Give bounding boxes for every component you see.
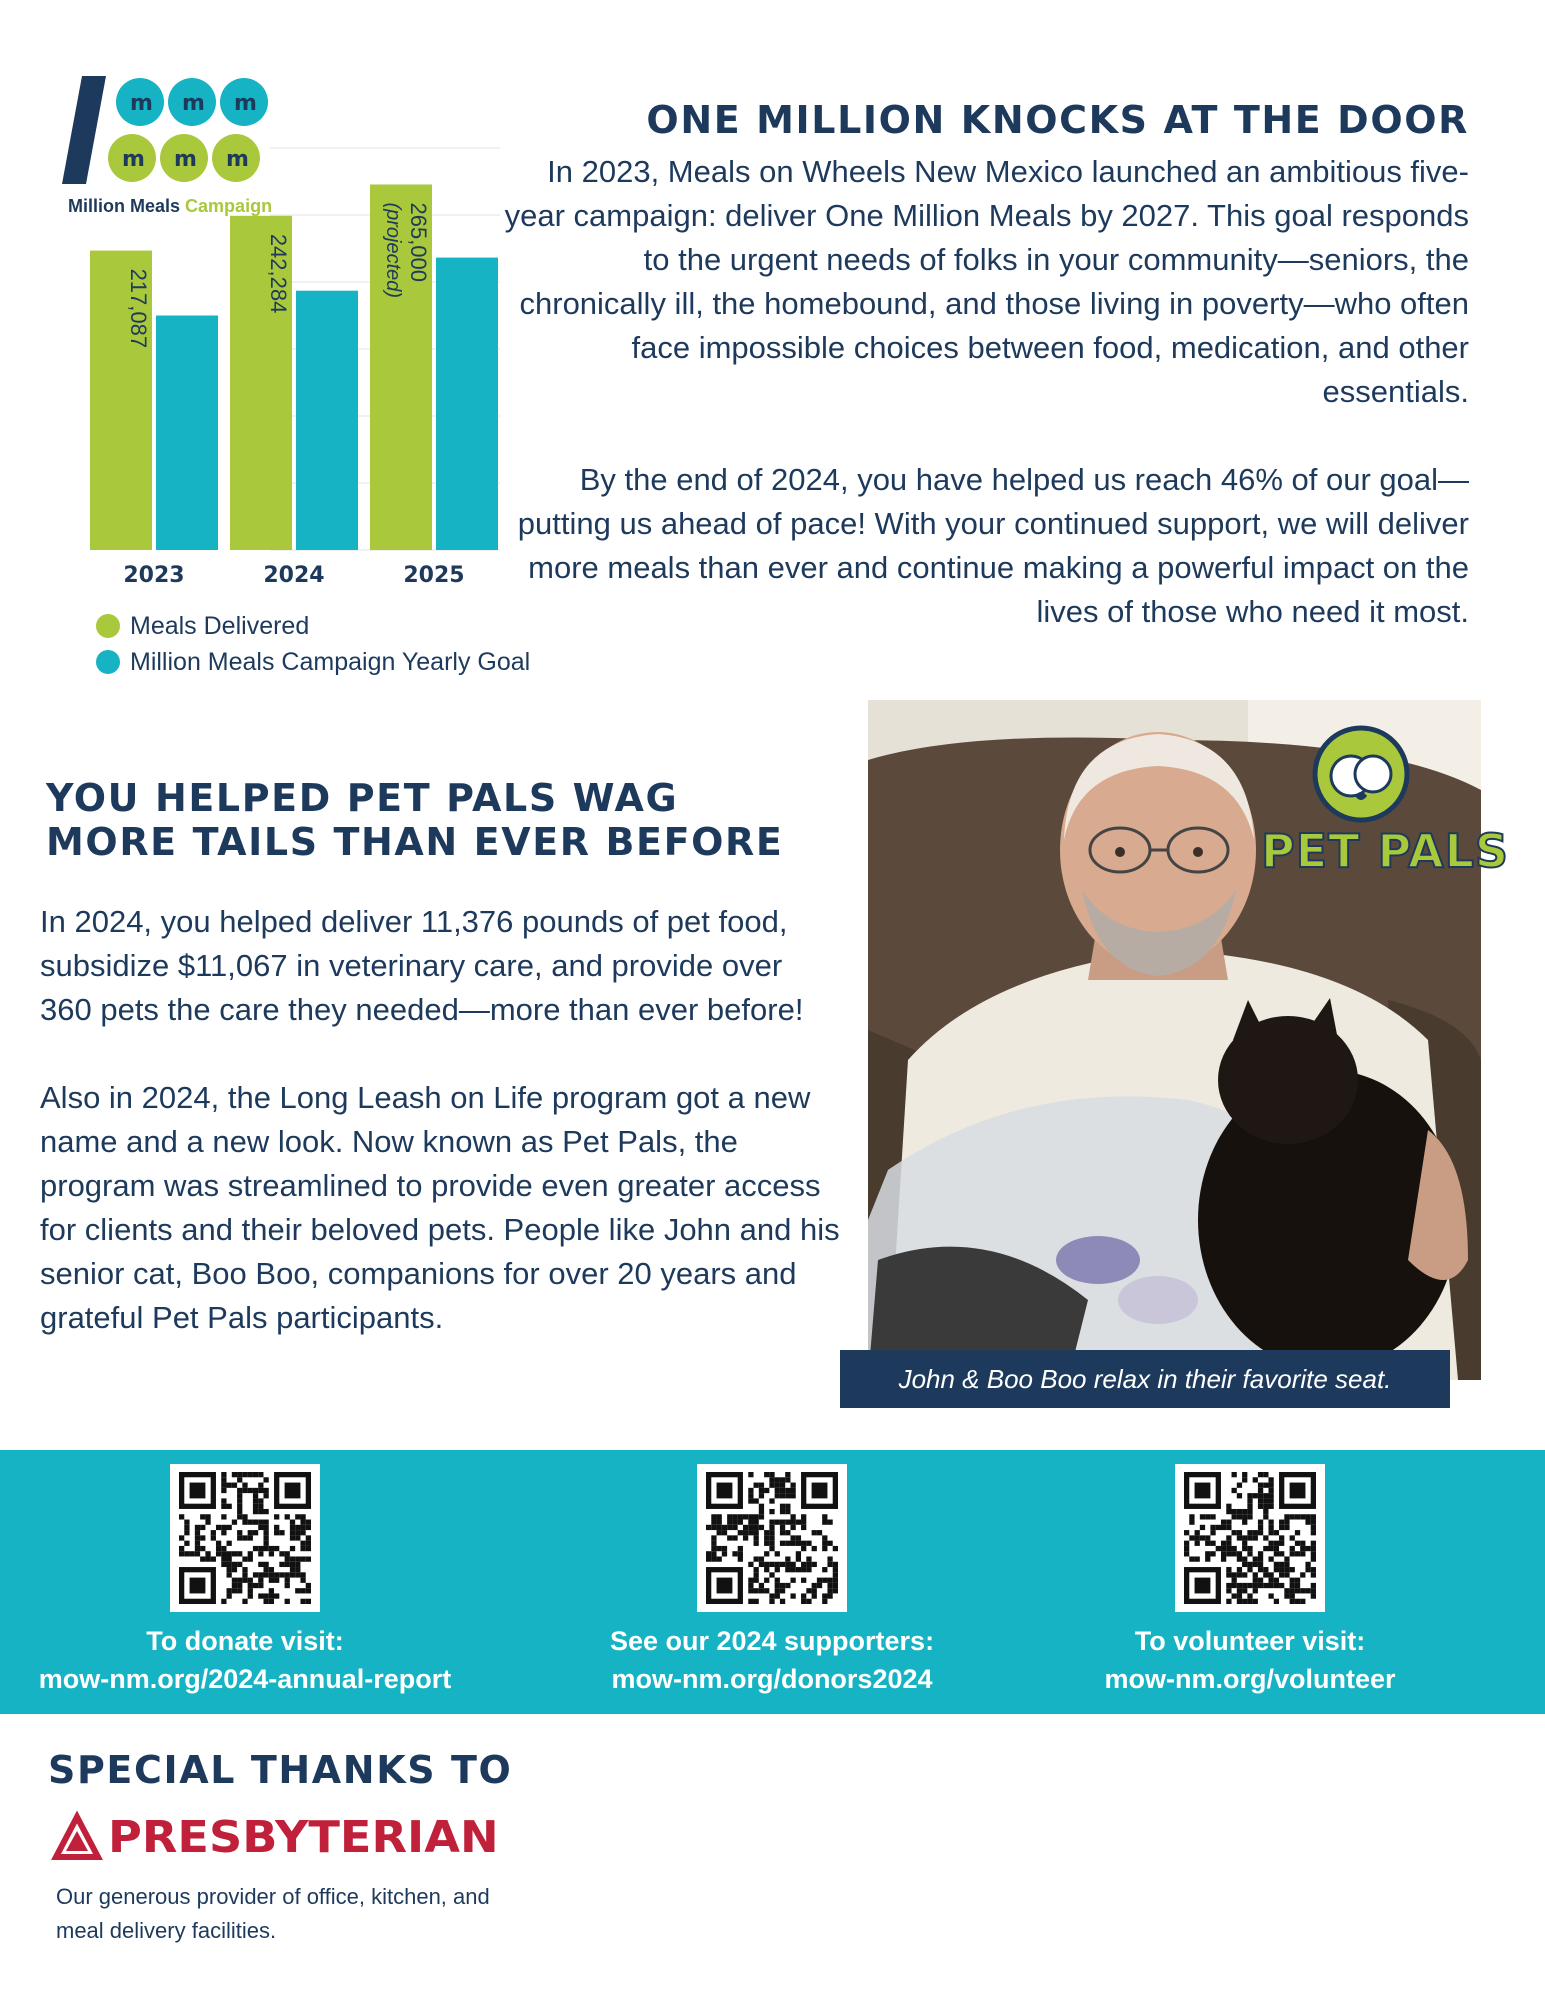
qr-band xyxy=(0,1450,1545,1714)
svg-text:m: m xyxy=(130,91,153,116)
qr-label xyxy=(5,1622,485,1698)
chart-svg xyxy=(60,140,510,590)
pet-pals-text xyxy=(40,900,840,1340)
legend-item-yearly-goal xyxy=(96,644,530,680)
svg-text:m: m xyxy=(226,147,249,172)
photo-caption: John & Boo Boo relax in their favorite seat. xyxy=(840,1350,1450,1408)
legend-label: Meals Delivered xyxy=(130,611,310,640)
qr-link[interactable]: mow-nm.org/volunteer xyxy=(1104,1664,1396,1694)
x-tick-label: 2024 xyxy=(263,563,325,588)
legend-label: Million Meals Campaign Yearly Goal xyxy=(130,647,531,676)
svg-text:m: m xyxy=(234,91,257,116)
presbyterian-mark-icon xyxy=(54,1815,100,1861)
sponsor-note: Our generous provider of office, kitchen, and meal delivery facilities. xyxy=(56,1884,490,1943)
qr-code-icon[interactable] xyxy=(1175,1464,1325,1612)
qr-code-icon[interactable] xyxy=(170,1464,320,1612)
x-tick-label: 2025 xyxy=(403,563,465,588)
intro-paragraph: In 2023, Meals on Wheels New Mexico launched an ambitious five-year campaign: deliver One Million Meals by 2027. This goal responds to the urgent needs of folks in your community—seniors, the chronically ill, the homebound, and those living in poverty—who often face impossible choices between food, medication, and other essentials. xyxy=(504,154,1469,409)
pet-pals-logo-text: PET PALS xyxy=(1261,824,1510,878)
svg-text:m: m xyxy=(174,147,197,172)
pet-pals-paragraph: Also in 2024, the Long Leash on Life program got a new name and a new look. Now known as Pet Pals, the program was streamlined to provide even greater access for clients and their beloved pets. People like John and his senior cat, Boo Boo, companions for over 20 years and grateful Pet Pals participants. xyxy=(40,1080,840,1335)
million-meals-chart xyxy=(60,140,510,590)
pet-pals-paragraph: In 2024, you helped deliver 11,376 pounds of pet food, subsidize $11,067 in veterinary care, and provide over 360 pets the care they needed—more than ever before! xyxy=(40,904,804,1027)
sponsor-name: PRESBYTERIAN xyxy=(108,1812,499,1863)
bar-data-label: 242,284 xyxy=(266,233,291,314)
qr-label-line: See our 2024 supporters: xyxy=(609,1626,935,1656)
intro-paragraph: By the end of 2024, you have helped us reach 46% of our goal—putting us ahead of pace! With your continued support, we will deliver more meals than ever and continue making a powerful impact on the lives of those who need it most. xyxy=(517,462,1469,629)
qr-volunteer[interactable] xyxy=(1010,1464,1490,1698)
qr-label xyxy=(532,1622,1012,1698)
bar-data-label: 265,000 xyxy=(406,202,431,283)
qr-label-line: To donate visit: xyxy=(146,1626,344,1656)
legend-dot-lime xyxy=(96,614,120,638)
bar-data-sublabel: (projected) xyxy=(382,202,404,299)
svg-text:m: m xyxy=(122,147,145,172)
qr-link[interactable]: mow-nm.org/2024-annual-report xyxy=(38,1664,452,1694)
legend-item-meals-delivered xyxy=(96,608,530,644)
intro-text xyxy=(499,150,1469,634)
bar-data-label: 217,087 xyxy=(126,268,151,349)
title-line: YOU HELPED PET PALS WAG xyxy=(46,776,679,820)
special-thanks-title: SPECIAL THANKS TO xyxy=(48,1748,513,1792)
bar-yearly-goal xyxy=(156,316,218,550)
john-and-cat-photo xyxy=(868,700,1510,1380)
legend-dot-teal xyxy=(96,650,120,674)
svg-text:m: m xyxy=(182,91,205,116)
pet-pals-badge-icon xyxy=(1311,724,1411,824)
title-line: MORE TAILS THAN EVER BEFORE xyxy=(46,820,784,864)
qr-supporters[interactable] xyxy=(532,1464,1012,1698)
section-title-pet-pals xyxy=(46,776,783,864)
qr-label xyxy=(1010,1622,1490,1698)
presbyterian-logo xyxy=(54,1812,499,1863)
bar-yearly-goal xyxy=(436,258,498,550)
logo-caption-accent: Campaign xyxy=(185,196,273,216)
chart-legend xyxy=(96,608,530,680)
logo-caption-main: Million Meals xyxy=(68,196,181,216)
section-title-million-knocks: ONE MILLION KNOCKS AT THE DOOR xyxy=(646,98,1469,142)
qr-link[interactable]: mow-nm.org/donors2024 xyxy=(611,1664,933,1694)
pet-pals-logo xyxy=(1261,724,1510,878)
qr-label-line: To volunteer visit: xyxy=(1134,1626,1366,1656)
qr-code-icon[interactable] xyxy=(697,1464,847,1612)
x-tick-label: 2023 xyxy=(123,563,185,588)
bar-yearly-goal xyxy=(296,291,358,550)
qr-donate[interactable] xyxy=(5,1464,485,1698)
